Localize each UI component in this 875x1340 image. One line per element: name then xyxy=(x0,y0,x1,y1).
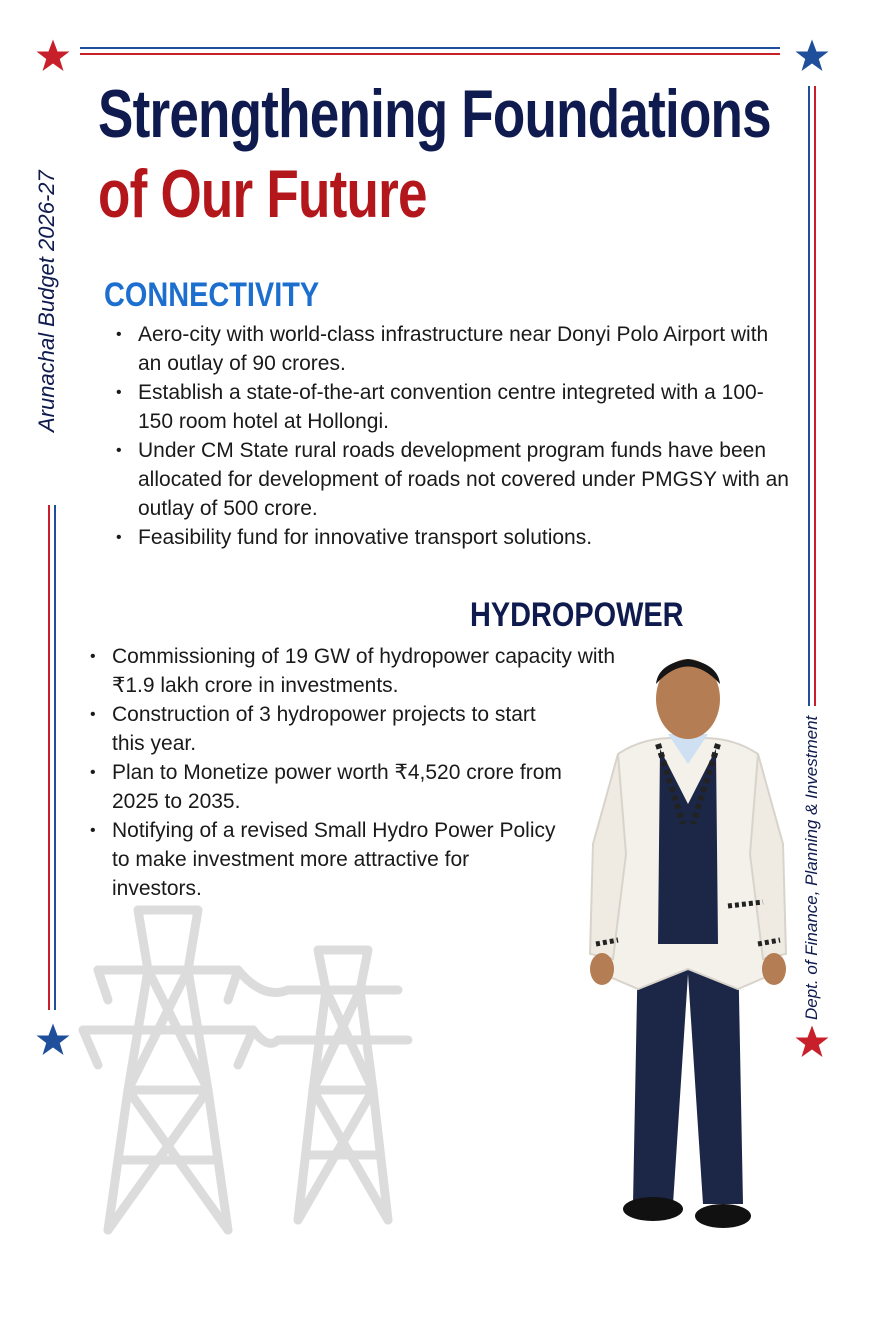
hydropower-list xyxy=(90,642,640,903)
list-item: • Under CM State rural roads development program funds have been allocated for development of roads not covered under PMGSY with an outlay of 500 crore. xyxy=(116,436,796,523)
page-title-line2: of Our Future xyxy=(98,156,427,232)
list-item: • Establish a state-of-the-art convention centre integreted with a 100-150 room hotel at Hollongi. xyxy=(116,378,796,436)
page-title-line1: Strengthening Foundations xyxy=(98,76,771,152)
transmission-tower-illustration xyxy=(68,890,428,1240)
star-icon xyxy=(794,38,830,74)
list-item: • Commissioning of 19 GW of hydropower capacity with ₹1.9 lakh crore in investments. xyxy=(90,642,632,700)
connectivity-list xyxy=(116,320,796,552)
top-border-line-blue xyxy=(80,47,780,49)
department-label: Dept. of Finance, Planning & Investment xyxy=(802,715,821,1020)
list-item: • Notifying of a revised Small Hydro Power Policy to make investment more attractive for investors. xyxy=(90,816,562,903)
connectivity-heading: CONNECTIVITY xyxy=(104,276,320,314)
star-icon xyxy=(35,1022,71,1058)
left-border-line-red xyxy=(48,505,50,1010)
right-border-line-red xyxy=(814,86,816,706)
budget-year-label: Arunachal Budget 2026-27 xyxy=(34,170,59,432)
top-border-line-red xyxy=(80,53,780,55)
list-item: • Feasibility fund for innovative transport solutions. xyxy=(116,523,796,552)
list-item: • Aero-city with world-class infrastructure near Donyi Polo Airport with an outlay of 90 crores. xyxy=(116,320,796,378)
hydropower-heading: HYDROPOWER xyxy=(470,596,684,634)
person-photo xyxy=(588,644,788,1240)
right-border-line-blue xyxy=(808,86,810,706)
list-item: • Construction of 3 hydropower projects to start this year. xyxy=(90,700,562,758)
left-border-line-blue xyxy=(54,505,56,1010)
star-icon xyxy=(35,38,71,74)
list-item: • Plan to Monetize power worth ₹4,520 crore from 2025 to 2035. xyxy=(90,758,572,816)
